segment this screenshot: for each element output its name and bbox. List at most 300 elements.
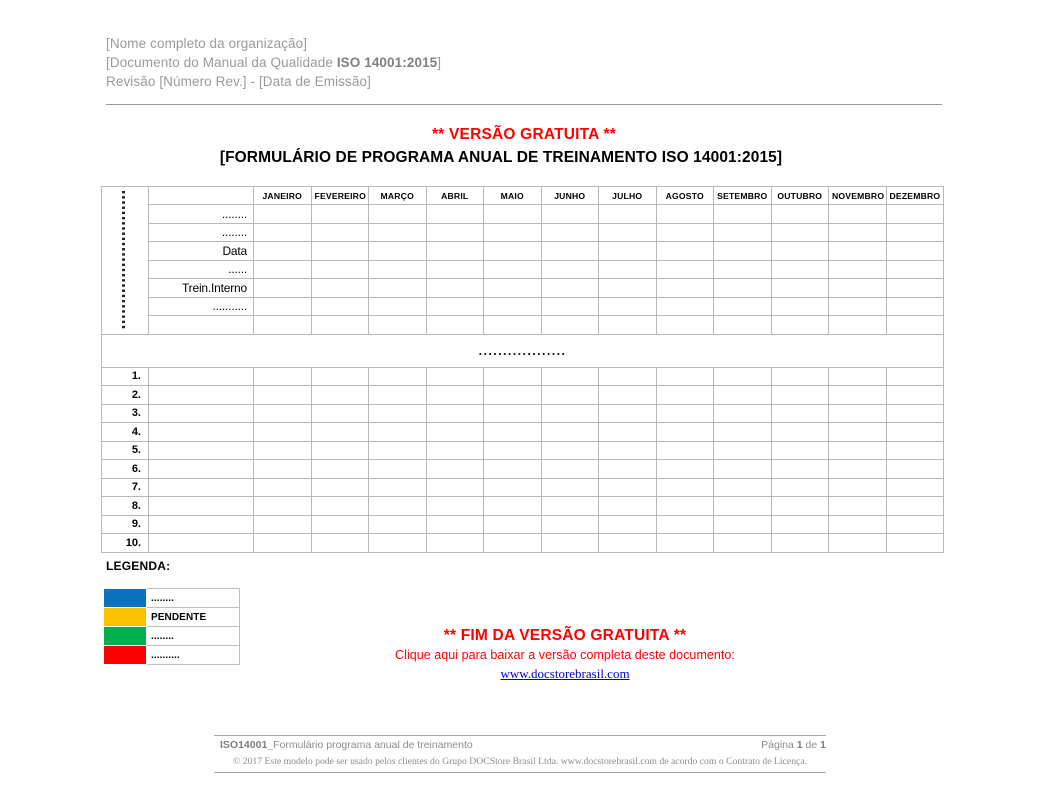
month-cell[interactable] (599, 367, 657, 386)
month-cell[interactable] (829, 260, 887, 279)
row-label[interactable]: ........ (149, 223, 254, 242)
month-cell[interactable] (484, 297, 542, 316)
legend-label[interactable]: .......... (147, 646, 240, 665)
month-cell[interactable] (599, 534, 657, 553)
month-cell[interactable] (426, 515, 484, 534)
month-header-11: NOVEMBRO (829, 187, 887, 205)
month-cell[interactable] (369, 367, 427, 386)
row-label[interactable]: Trein.Interno (149, 279, 254, 298)
month-cell[interactable] (771, 297, 829, 316)
row-label[interactable] (149, 187, 254, 205)
month-cell[interactable] (714, 297, 772, 316)
activity-cell[interactable] (149, 386, 254, 405)
month-cell[interactable] (254, 404, 312, 423)
month-cell[interactable] (311, 316, 369, 335)
month-cell[interactable] (771, 205, 829, 224)
footer-copyright: © 2017 Este modelo pode ser usado pelos clientes do Grupo DOCStore Brasil Ltda. www.docstorebrasil.com de acordo com o Contrato de Licença. (232, 756, 808, 767)
month-cell[interactable] (426, 404, 484, 423)
month-cell[interactable] (426, 367, 484, 386)
month-cell[interactable] (484, 497, 542, 516)
month-cell[interactable] (369, 423, 427, 442)
month-cell[interactable] (311, 460, 369, 479)
month-cell[interactable] (771, 316, 829, 335)
header-organization-line: [Nome completo da organização] (106, 36, 308, 51)
month-cell[interactable] (599, 423, 657, 442)
month-cell[interactable] (541, 441, 599, 460)
month-cell[interactable] (771, 497, 829, 516)
month-cell[interactable] (829, 297, 887, 316)
month-cell[interactable] (426, 478, 484, 497)
promo-end-title: ** FIM DA VERSÃO GRATUITA ** (443, 627, 687, 644)
month-cell[interactable] (541, 404, 599, 423)
month-cell[interactable] (714, 279, 772, 298)
month-cell[interactable] (599, 460, 657, 479)
table-row (102, 223, 944, 242)
activity-cell[interactable] (149, 478, 254, 497)
month-cell[interactable] (886, 367, 944, 386)
legend-row-3 (104, 627, 240, 646)
month-cell[interactable] (541, 279, 599, 298)
month-cell[interactable] (369, 534, 427, 553)
month-cell[interactable] (426, 242, 484, 261)
download-link[interactable]: www.docstorebrasil.com (500, 666, 630, 681)
month-cell[interactable] (254, 441, 312, 460)
month-cell[interactable] (714, 205, 772, 224)
vertical-dots-icon (122, 191, 125, 330)
month-cell[interactable] (829, 386, 887, 405)
month-cell[interactable] (369, 297, 427, 316)
month-cell[interactable] (484, 316, 542, 335)
month-cell[interactable] (541, 205, 599, 224)
month-cell[interactable] (484, 423, 542, 442)
month-cell[interactable] (829, 441, 887, 460)
legend-label[interactable]: PENDENTE (147, 608, 240, 627)
month-cell[interactable] (714, 367, 772, 386)
month-cell[interactable] (254, 386, 312, 405)
footer-bottom-rule (214, 772, 826, 773)
row-label[interactable] (149, 316, 254, 335)
month-cell[interactable] (714, 316, 772, 335)
legend-color-swatch (104, 608, 147, 627)
activity-cell[interactable] (149, 367, 254, 386)
month-cell[interactable] (369, 205, 427, 224)
month-cell[interactable] (311, 205, 369, 224)
month-cell[interactable] (484, 534, 542, 553)
row-number: 2. (102, 386, 149, 405)
month-cell[interactable] (426, 534, 484, 553)
footer-doc-code: ISO14001_ (220, 739, 274, 751)
month-cell[interactable] (369, 242, 427, 261)
month-cell[interactable] (656, 386, 714, 405)
month-cell[interactable] (599, 316, 657, 335)
month-cell[interactable] (369, 515, 427, 534)
month-cell[interactable] (484, 515, 542, 534)
activity-cell[interactable] (149, 404, 254, 423)
table-row (102, 260, 944, 279)
month-cell[interactable] (714, 441, 772, 460)
month-cell[interactable] (829, 515, 887, 534)
month-cell[interactable] (426, 423, 484, 442)
month-cell[interactable] (829, 223, 887, 242)
month-cell[interactable] (484, 386, 542, 405)
month-cell[interactable] (541, 242, 599, 261)
month-cell[interactable] (886, 223, 944, 242)
numbered-row-3 (102, 404, 944, 423)
free-version-title: ** VERSÃO GRATUITA ** (432, 126, 616, 143)
month-cell[interactable] (829, 460, 887, 479)
month-cell[interactable] (369, 223, 427, 242)
month-cell[interactable] (369, 404, 427, 423)
numbered-row-1 (102, 367, 944, 386)
month-cell[interactable] (886, 205, 944, 224)
month-cell[interactable] (886, 242, 944, 261)
month-header-3: MARÇO (369, 187, 427, 205)
footer-page-number (761, 739, 826, 751)
activity-cell[interactable] (149, 441, 254, 460)
month-cell[interactable] (311, 367, 369, 386)
divider-row (102, 334, 944, 367)
month-header-7: JULHO (599, 187, 657, 205)
month-cell[interactable] (829, 534, 887, 553)
month-cell[interactable] (311, 404, 369, 423)
month-cell[interactable] (311, 423, 369, 442)
month-cell[interactable] (599, 478, 657, 497)
footer-current-page: 1 (796, 739, 803, 751)
month-cell[interactable] (484, 478, 542, 497)
footer-document-name (220, 739, 473, 751)
month-cell[interactable] (771, 478, 829, 497)
month-cell[interactable] (484, 260, 542, 279)
month-cell[interactable] (771, 441, 829, 460)
month-cell[interactable] (656, 441, 714, 460)
month-cell[interactable] (426, 223, 484, 242)
month-cell[interactable] (771, 423, 829, 442)
month-cell[interactable] (369, 279, 427, 298)
row-group-marker (102, 187, 149, 335)
month-cell[interactable] (656, 260, 714, 279)
month-cell[interactable] (886, 497, 944, 516)
month-cell[interactable] (254, 242, 312, 261)
footer-page-prefix: Página (761, 739, 797, 751)
month-cell[interactable] (599, 497, 657, 516)
month-cell[interactable] (829, 423, 887, 442)
month-cell[interactable] (599, 260, 657, 279)
footer-doc-title: Formulário programa anual de treinamento (273, 739, 473, 751)
month-cell[interactable] (426, 297, 484, 316)
month-cell[interactable] (426, 497, 484, 516)
month-header-12: DEZEMBRO (886, 187, 944, 205)
month-cell[interactable] (829, 205, 887, 224)
month-cell[interactable] (886, 423, 944, 442)
month-cell[interactable] (254, 279, 312, 298)
month-cell[interactable] (541, 534, 599, 553)
header-standard-code: ISO 14001:2015 (336, 55, 438, 70)
month-cell[interactable] (311, 279, 369, 298)
month-cell[interactable] (426, 460, 484, 479)
month-cell[interactable] (886, 441, 944, 460)
month-header-6: JUNHO (541, 187, 599, 205)
month-cell[interactable] (886, 386, 944, 405)
month-cell[interactable] (886, 478, 944, 497)
month-cell[interactable] (541, 223, 599, 242)
month-cell[interactable] (254, 205, 312, 224)
month-cell[interactable] (771, 223, 829, 242)
month-cell[interactable] (254, 515, 312, 534)
row-number: 5. (102, 441, 149, 460)
month-cell[interactable] (541, 260, 599, 279)
month-cell[interactable] (484, 279, 542, 298)
legend-label[interactable]: ........ (147, 627, 240, 646)
numbered-row-9 (102, 515, 944, 534)
legend-label[interactable]: ........ (147, 589, 240, 608)
month-cell[interactable] (369, 316, 427, 335)
month-cell[interactable] (484, 404, 542, 423)
month-cell[interactable] (541, 316, 599, 335)
month-cell[interactable] (426, 279, 484, 298)
row-number: 1. (102, 367, 149, 386)
month-cell[interactable] (886, 515, 944, 534)
row-number: 7. (102, 478, 149, 497)
month-cell[interactable] (656, 478, 714, 497)
month-cell[interactable] (254, 460, 312, 479)
numbered-row-7 (102, 478, 944, 497)
month-cell[interactable] (714, 515, 772, 534)
header-manual-suffix: ] (437, 55, 442, 70)
month-cell[interactable] (714, 223, 772, 242)
footer-total-pages: 1 (820, 739, 826, 751)
month-cell[interactable] (656, 534, 714, 553)
month-cell[interactable] (771, 279, 829, 298)
month-cell[interactable] (254, 497, 312, 516)
month-cell[interactable] (541, 497, 599, 516)
month-cell[interactable] (656, 242, 714, 261)
month-cell[interactable] (656, 404, 714, 423)
numbered-row-8 (102, 497, 944, 516)
numbered-row-5 (102, 441, 944, 460)
month-header-10: OUTUBRO (771, 187, 829, 205)
month-cell[interactable] (714, 497, 772, 516)
table-row (102, 187, 944, 205)
month-cell[interactable] (829, 478, 887, 497)
month-cell[interactable] (254, 423, 312, 442)
month-cell[interactable] (311, 386, 369, 405)
month-cell[interactable] (484, 460, 542, 479)
divider-label: .................. (102, 334, 944, 367)
activity-cell[interactable] (149, 423, 254, 442)
header-manual-line (106, 53, 942, 72)
month-cell[interactable] (599, 515, 657, 534)
month-cell[interactable] (311, 534, 369, 553)
month-cell[interactable] (426, 260, 484, 279)
month-cell[interactable] (369, 460, 427, 479)
month-cell[interactable] (771, 386, 829, 405)
legend-color-swatch (104, 589, 147, 608)
month-cell[interactable] (426, 316, 484, 335)
month-cell[interactable] (886, 534, 944, 553)
month-cell[interactable] (714, 404, 772, 423)
row-number: 8. (102, 497, 149, 516)
month-cell[interactable] (829, 242, 887, 261)
month-cell[interactable] (541, 297, 599, 316)
month-cell[interactable] (369, 441, 427, 460)
month-cell[interactable] (714, 534, 772, 553)
row-number: 4. (102, 423, 149, 442)
activity-cell[interactable] (149, 497, 254, 516)
month-cell[interactable] (829, 279, 887, 298)
month-cell[interactable] (829, 404, 887, 423)
month-cell[interactable] (311, 260, 369, 279)
month-cell[interactable] (599, 223, 657, 242)
month-cell[interactable] (311, 242, 369, 261)
month-cell[interactable] (484, 367, 542, 386)
month-cell[interactable] (829, 367, 887, 386)
month-cell[interactable] (254, 534, 312, 553)
month-cell[interactable] (541, 386, 599, 405)
month-cell[interactable] (656, 205, 714, 224)
header-revision-line: Revisão [Número Rev.] - [Data de Emissão] (106, 74, 371, 89)
footer-top-rule (214, 735, 826, 736)
legend-row-1 (104, 589, 240, 608)
month-cell[interactable] (771, 460, 829, 479)
table-row (102, 242, 944, 261)
row-label[interactable]: ........ (149, 205, 254, 224)
legend-row-2 (104, 608, 240, 627)
month-cell[interactable] (771, 404, 829, 423)
month-cell[interactable] (771, 367, 829, 386)
month-cell[interactable] (714, 460, 772, 479)
month-cell[interactable] (426, 441, 484, 460)
month-cell[interactable] (254, 316, 312, 335)
month-cell[interactable] (599, 279, 657, 298)
month-cell[interactable] (426, 386, 484, 405)
month-cell[interactable] (771, 534, 829, 553)
month-cell[interactable] (771, 242, 829, 261)
activity-cell[interactable] (149, 460, 254, 479)
month-cell[interactable] (369, 260, 427, 279)
numbered-row-4 (102, 423, 944, 442)
numbered-row-2 (102, 386, 944, 405)
month-cell[interactable] (886, 260, 944, 279)
month-cell[interactable] (541, 367, 599, 386)
month-cell[interactable] (541, 478, 599, 497)
month-cell[interactable] (714, 260, 772, 279)
month-cell[interactable] (656, 423, 714, 442)
month-cell[interactable] (254, 260, 312, 279)
month-cell[interactable] (599, 386, 657, 405)
month-cell[interactable] (886, 297, 944, 316)
month-cell[interactable] (599, 297, 657, 316)
month-cell[interactable] (484, 223, 542, 242)
month-cell[interactable] (714, 386, 772, 405)
legend-row-4 (104, 646, 240, 665)
activity-cell[interactable] (149, 515, 254, 534)
month-cell[interactable] (311, 497, 369, 516)
header-manual-prefix: [Documento do Manual da Qualidade (106, 55, 337, 70)
month-header-1: JANEIRO (254, 187, 312, 205)
month-cell[interactable] (886, 460, 944, 479)
row-label[interactable]: ........... (149, 297, 254, 316)
month-cell[interactable] (656, 223, 714, 242)
month-header-9: SETEMBRO (714, 187, 772, 205)
month-cell[interactable] (311, 515, 369, 534)
row-number: 9. (102, 515, 149, 534)
month-cell[interactable] (599, 404, 657, 423)
training-program-table (101, 186, 944, 553)
row-label[interactable]: Data (149, 242, 254, 261)
month-header-5: MAIO (484, 187, 542, 205)
month-cell[interactable] (484, 242, 542, 261)
month-header-8: AGOSTO (656, 187, 714, 205)
legend-title: LEGENDA: (106, 559, 171, 573)
month-cell[interactable] (656, 297, 714, 316)
month-cell[interactable] (254, 297, 312, 316)
table-row (102, 297, 944, 316)
month-cell[interactable] (656, 367, 714, 386)
month-cell[interactable] (541, 460, 599, 479)
month-cell[interactable] (311, 223, 369, 242)
month-cell[interactable] (656, 497, 714, 516)
month-cell[interactable] (599, 441, 657, 460)
month-cell[interactable] (369, 478, 427, 497)
numbered-row-6 (102, 460, 944, 479)
month-cell[interactable] (541, 423, 599, 442)
month-cell[interactable] (656, 316, 714, 335)
month-cell[interactable] (484, 441, 542, 460)
month-cell[interactable] (714, 423, 772, 442)
row-number: 6. (102, 460, 149, 479)
month-cell[interactable] (829, 497, 887, 516)
month-cell[interactable] (656, 515, 714, 534)
month-cell[interactable] (311, 441, 369, 460)
month-cell[interactable] (369, 497, 427, 516)
activity-cell[interactable] (149, 534, 254, 553)
month-cell[interactable] (311, 478, 369, 497)
footer-page-middle: de (802, 739, 821, 751)
document-header (106, 34, 942, 91)
row-number: 3. (102, 404, 149, 423)
month-header-4: ABRIL (426, 187, 484, 205)
table-row (102, 205, 944, 224)
month-cell[interactable] (771, 260, 829, 279)
month-cell[interactable] (656, 460, 714, 479)
month-cell[interactable] (369, 386, 427, 405)
month-cell[interactable] (254, 223, 312, 242)
header-divider-rule (106, 104, 942, 105)
month-cell[interactable] (886, 404, 944, 423)
legend-color-swatch (104, 627, 147, 646)
month-cell[interactable] (714, 478, 772, 497)
month-cell[interactable] (254, 478, 312, 497)
month-cell[interactable] (599, 242, 657, 261)
row-number: 10. (102, 534, 149, 553)
row-label[interactable]: ...... (149, 260, 254, 279)
month-cell[interactable] (886, 279, 944, 298)
numbered-row-10 (102, 534, 944, 553)
month-cell[interactable] (599, 205, 657, 224)
month-cell[interactable] (311, 297, 369, 316)
month-cell[interactable] (541, 515, 599, 534)
legend-table (103, 588, 240, 665)
month-cell[interactable] (829, 316, 887, 335)
promo-subtitle: Clique aqui para baixar a versão completa deste documento: (395, 648, 735, 662)
month-cell[interactable] (886, 316, 944, 335)
month-cell[interactable] (656, 279, 714, 298)
month-cell[interactable] (771, 515, 829, 534)
month-cell[interactable] (426, 205, 484, 224)
month-cell[interactable] (714, 242, 772, 261)
month-cell[interactable] (484, 205, 542, 224)
month-cell[interactable] (254, 367, 312, 386)
